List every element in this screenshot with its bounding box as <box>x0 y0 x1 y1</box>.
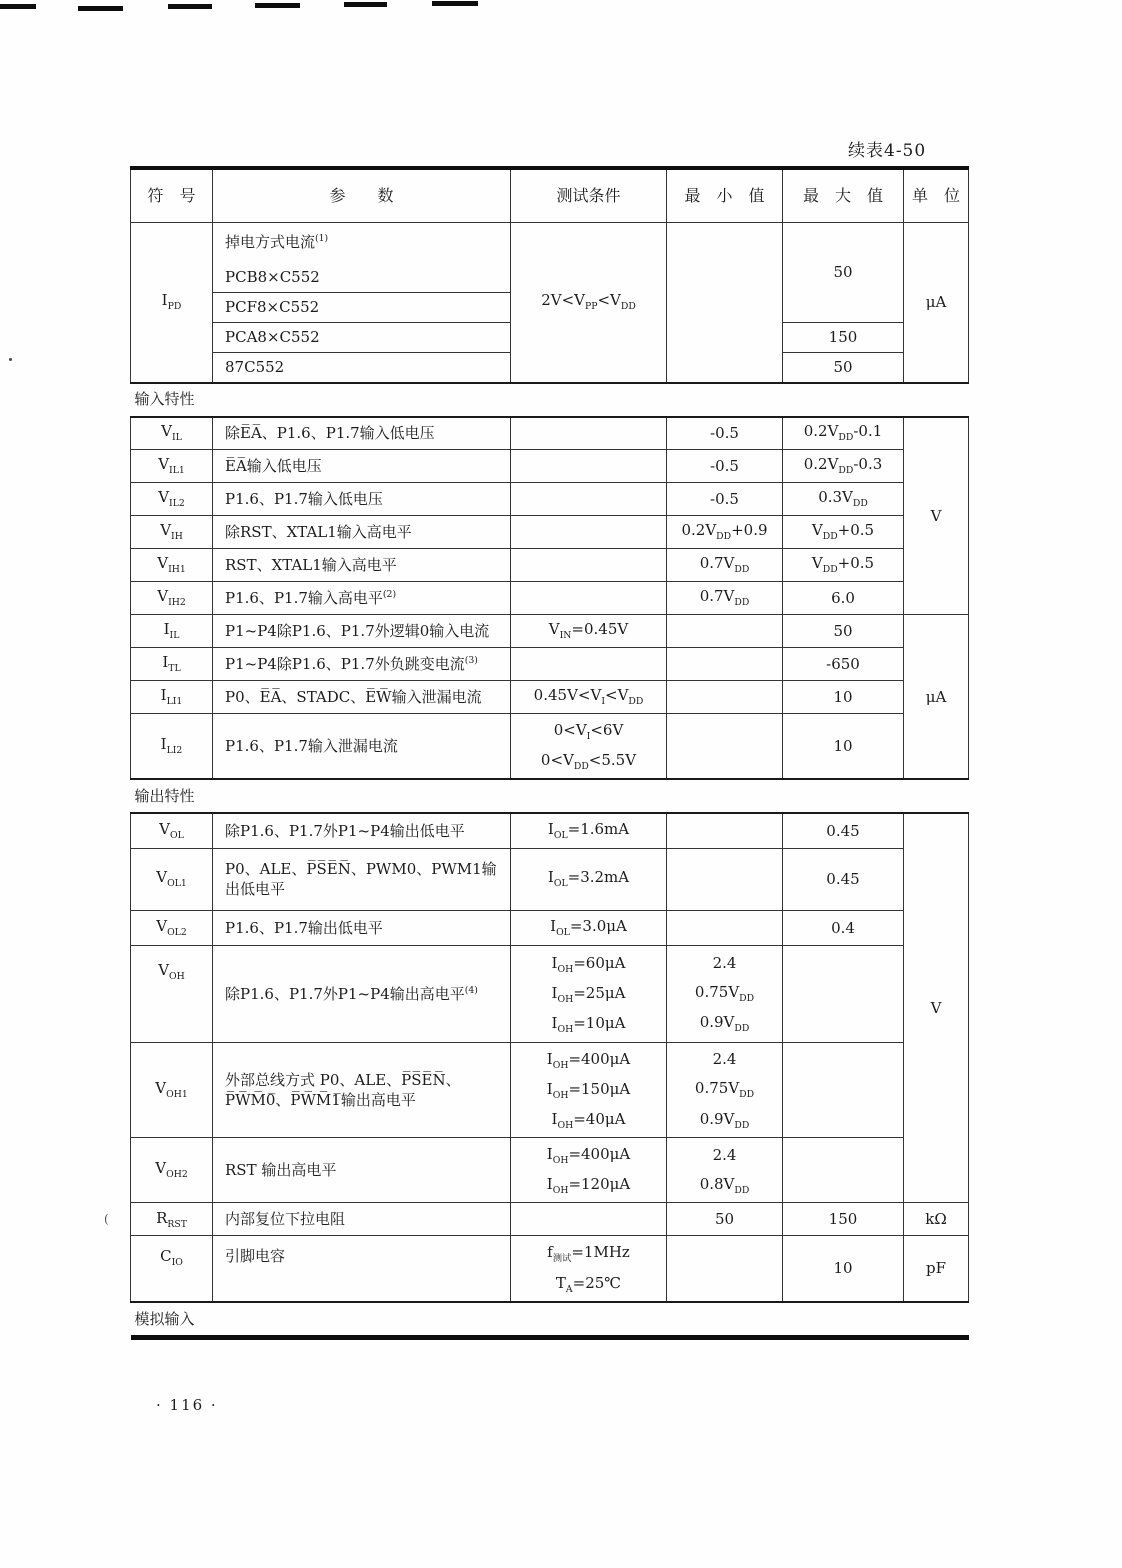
symbol-cell: $V_{IL1}$ <box>131 450 213 483</box>
section-label-input: 输入特性 <box>131 383 969 417</box>
section-row-analog <box>131 1302 969 1338</box>
max-cell: 50 <box>783 615 904 648</box>
min-cell: $0.2V_{DD}+0.9$ <box>667 516 783 549</box>
min-cell: $0.7V_{DD}$ <box>667 549 783 582</box>
unit-cell: kΩ <box>904 1203 969 1236</box>
table-row <box>131 417 969 450</box>
param-variant: PCB8×C552 <box>225 267 320 286</box>
max-cell: 10 <box>783 681 904 714</box>
max-cell: $0.2V_{DD}-0.1$ <box>783 417 904 450</box>
min-cell <box>667 1236 783 1302</box>
page-number: · 116 · <box>156 1396 218 1414</box>
max-cell: $V_{DD}+0.5$ <box>783 516 904 549</box>
min-cell <box>667 615 783 648</box>
max-cell: 150 <box>783 323 904 353</box>
condition-cell <box>511 648 667 681</box>
symbol-cell: $V_{OH1}$ <box>131 1042 213 1137</box>
symbol-cell: $C_{IO}$ <box>131 1236 213 1302</box>
max-cell: 10 <box>783 1236 904 1302</box>
symbol-cell: $V_{OH2}$ <box>131 1138 213 1203</box>
param-cell: P1.6、P1.7输入泄漏电流 <box>213 714 511 780</box>
condition-cell: $V_{IN}=0.45V$ <box>511 615 667 648</box>
param-cell: P0、E̅A̅、STADC、E̅W̅输入泄漏电流 <box>213 681 511 714</box>
table-row <box>131 582 969 615</box>
header-condition: 测试条件 <box>511 168 667 223</box>
table-row-rrst <box>131 1203 969 1236</box>
param-cell <box>213 223 511 293</box>
symbol-cell: $V_{IL2}$ <box>131 483 213 516</box>
section-label-output: 输出特性 <box>131 779 969 813</box>
max-cell: 0.4 <box>783 910 904 945</box>
max-cell <box>783 1138 904 1203</box>
dc-characteristics-table <box>130 166 969 1340</box>
param-cell: P1.6、P1.7输入低电压 <box>213 483 511 516</box>
condition-cell: $I_{OH}=60\mu A$ $I_{OH}=25\mu A$ $I_{OH}=10\mu A$ <box>511 945 667 1042</box>
max-cell: $V_{DD}+0.5$ <box>783 549 904 582</box>
section-row-output <box>131 779 969 813</box>
param-title: 掉电方式电流$^{(1)}$ <box>225 233 329 252</box>
param-cell: E̅A̅输入低电压 <box>213 450 511 483</box>
max-cell: 10 <box>783 714 904 780</box>
section-label-analog: 模拟输入 <box>131 1302 969 1338</box>
param-cell: RST 输出高电平 <box>213 1138 511 1203</box>
header-unit: 单 位 <box>904 168 969 223</box>
scan-artifact <box>9 358 12 361</box>
symbol-cell: $V_{OL2}$ <box>131 910 213 945</box>
param-variant: PCA8×C552 <box>213 323 511 353</box>
symbol-cell: $V_{IL}$ <box>131 417 213 450</box>
table-row <box>131 483 969 516</box>
param-variant: 87C552 <box>213 353 511 383</box>
symbol-cell: $I_{IL}$ <box>131 615 213 648</box>
unit-cell: μA <box>904 615 969 780</box>
condition-cell <box>511 483 667 516</box>
param-cell: P1~P4除P1.6、P1.7外负跳变电流$^{(3)}$ <box>213 648 511 681</box>
table-row <box>131 848 969 910</box>
table-continued-label: 续表4-50 <box>848 141 927 161</box>
symbol-cell: $R_{RST}$ <box>131 1203 213 1236</box>
min-cell: 50 <box>667 1203 783 1236</box>
min-cell <box>667 848 783 910</box>
unit-cell: V <box>904 417 969 615</box>
param-cell: 内部复位下拉电阻 <box>213 1203 511 1236</box>
param-cell: P1~P4除P1.6、P1.7外逻辑0输入电流 <box>213 615 511 648</box>
min-cell: -0.5 <box>667 417 783 450</box>
min-cell <box>667 648 783 681</box>
table-row <box>131 813 969 848</box>
condition-cell: $I_{OH}=400\mu A$ $I_{OH}=150\mu A$ $I_{OH}=40\mu A$ <box>511 1042 667 1137</box>
symbol-cell: $V_{OL}$ <box>131 813 213 848</box>
max-cell: 50 <box>783 353 904 383</box>
unit-cell: V <box>904 813 969 1203</box>
min-cell: 2.4 $0.75V_{DD}$ $0.9V_{DD}$ <box>667 1042 783 1137</box>
table-row-ipd <box>131 223 969 293</box>
max-cell <box>783 945 904 1042</box>
table-header-row <box>131 168 969 223</box>
table-row <box>131 1042 969 1137</box>
table-row <box>131 516 969 549</box>
table-row <box>131 615 969 648</box>
condition-cell: $f_{测试}=1MHz$ $T_A=25℃$ <box>511 1236 667 1302</box>
condition-cell: $I_{OL}=1.6mA$ <box>511 813 667 848</box>
symbol-cell: $V_{IH2}$ <box>131 582 213 615</box>
max-cell: $0.3V_{DD}$ <box>783 483 904 516</box>
table-row <box>131 714 969 780</box>
min-cell: -0.5 <box>667 483 783 516</box>
condition-cell <box>511 582 667 615</box>
min-cell <box>667 681 783 714</box>
min-cell: -0.5 <box>667 450 783 483</box>
symbol-cell: $I_{PD}$ <box>131 223 213 383</box>
min-cell <box>667 813 783 848</box>
condition-cell: $0<V_I<6V$ $0<V_{DD}<5.5V$ <box>511 714 667 780</box>
param-cell: P0、ALE、P̅S̅E̅N̅、PWM0、PWM1输出低电平 <box>213 848 511 910</box>
table-row <box>131 681 969 714</box>
condition-cell <box>511 450 667 483</box>
param-variant: PCF8×C552 <box>213 293 511 323</box>
symbol-cell: $I_{LI2}$ <box>131 714 213 780</box>
condition-cell <box>511 417 667 450</box>
param-cell: 外部总线方式 P0、ALE、P̅S̅E̅N̅、P̅W̅M̅0̅、P̅W̅M̅1̅输出高电平 <box>213 1042 511 1137</box>
min-cell <box>667 714 783 780</box>
table-row <box>131 648 969 681</box>
max-cell: 50 <box>783 223 904 323</box>
condition-cell: $I_{OH}=400\mu A$ $I_{OH}=120\mu A$ <box>511 1138 667 1203</box>
table-row <box>131 910 969 945</box>
max-cell: $0.2V_{DD}-0.3$ <box>783 450 904 483</box>
condition-cell <box>511 549 667 582</box>
symbol-cell: $V_{IH1}$ <box>131 549 213 582</box>
param-cell: P1.6、P1.7输入高电平$^{(2)}$ <box>213 582 511 615</box>
max-cell: 0.45 <box>783 813 904 848</box>
param-cell: 除P1.6、P1.7外P1~P4输出高电平$^{(4)}$ <box>213 945 511 1042</box>
min-cell: 2.4 $0.8V_{DD}$ <box>667 1138 783 1203</box>
header-param: 参 数 <box>213 168 511 223</box>
min-cell <box>667 223 783 383</box>
unit-cell: pF <box>904 1236 969 1302</box>
scan-artifact: ( <box>104 1212 109 1226</box>
max-cell: 0.45 <box>783 848 904 910</box>
param-cell: 除RST、XTAL1输入高电平 <box>213 516 511 549</box>
header-min: 最 小 值 <box>667 168 783 223</box>
max-cell: 6.0 <box>783 582 904 615</box>
max-cell: 150 <box>783 1203 904 1236</box>
table-row <box>131 945 969 1042</box>
table-row <box>131 1138 969 1203</box>
condition-cell <box>511 1203 667 1236</box>
header-max: 最 大 值 <box>783 168 904 223</box>
param-cell: 除E̅A̅、P1.6、P1.7输入低电压 <box>213 417 511 450</box>
table-row <box>131 549 969 582</box>
min-cell: 2.4 $0.75V_{DD}$ $0.9V_{DD}$ <box>667 945 783 1042</box>
unit-cell: μA <box>904 223 969 383</box>
header-symbol: 符 号 <box>131 168 213 223</box>
table-row <box>131 450 969 483</box>
symbol-cell: $I_{TL}$ <box>131 648 213 681</box>
condition-cell: $I_{OL}=3.0\mu A$ <box>511 910 667 945</box>
min-cell: $0.7V_{DD}$ <box>667 582 783 615</box>
max-cell: -650 <box>783 648 904 681</box>
table-row-cio <box>131 1236 969 1302</box>
symbol-cell: $V_{OH}$ <box>131 945 213 1042</box>
symbol-cell: $V_{IH}$ <box>131 516 213 549</box>
min-cell <box>667 910 783 945</box>
condition-cell <box>511 516 667 549</box>
param-cell: RST、XTAL1输入高电平 <box>213 549 511 582</box>
symbol-cell: $V_{OL1}$ <box>131 848 213 910</box>
max-cell <box>783 1042 904 1137</box>
condition-cell: $2V<V_{PP}<V_{DD}$ <box>511 223 667 383</box>
condition-cell: $0.45V<V_I<V_{DD}$ <box>511 681 667 714</box>
param-cell: 引脚电容 <box>213 1236 511 1302</box>
param-cell: P1.6、P1.7输出低电平 <box>213 910 511 945</box>
section-row-input <box>131 383 969 417</box>
symbol-cell: $I_{LI1}$ <box>131 681 213 714</box>
condition-cell: $I_{OL}=3.2mA$ <box>511 848 667 910</box>
param-cell: 除P1.6、P1.7外P1~P4输出低电平 <box>213 813 511 848</box>
